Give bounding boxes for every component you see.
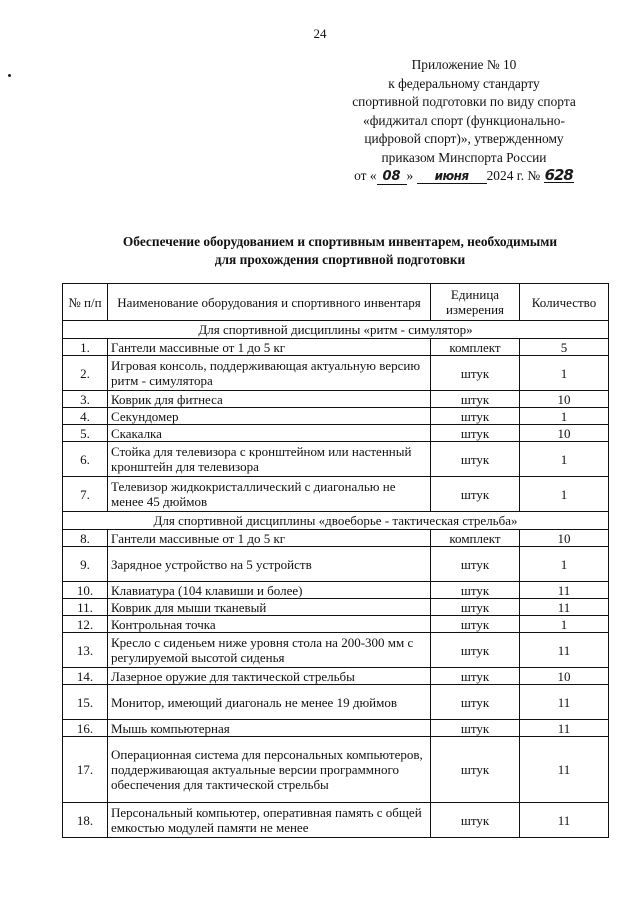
table-row — [63, 599, 609, 616]
table-row — [63, 356, 609, 391]
cell-quantity: 11 — [520, 737, 609, 803]
table-row — [63, 339, 609, 356]
date-mid: » — [406, 168, 414, 183]
cell-quantity: 11 — [520, 599, 609, 616]
cell-name: Клавиатура (104 клавиши и более) — [108, 582, 431, 599]
cell-unit: штук — [431, 633, 520, 668]
cell-unit: штук — [431, 803, 520, 838]
cell-name: Лазерное оружие для тактической стрельбы — [108, 668, 431, 685]
cell-quantity: 1 — [520, 408, 609, 425]
header-unit: Единица измерения — [431, 284, 520, 321]
cell-name: Игровая консоль, поддерживающая актуальную версию ритм - симулятора — [108, 356, 431, 391]
cell-quantity: 1 — [520, 547, 609, 582]
cell-quantity: 11 — [520, 803, 609, 838]
table-row — [63, 408, 609, 425]
inventory-table — [62, 283, 609, 838]
table-row — [63, 477, 609, 512]
handwritten-month: июня — [417, 169, 487, 184]
appendix-line: «фиджитал спорт (функционально- — [363, 112, 565, 128]
cell-unit: штук — [431, 616, 520, 633]
cell-unit: штук — [431, 720, 520, 737]
table-body — [63, 321, 609, 838]
cell-number: 8. — [63, 530, 108, 547]
cell-number: 15. — [63, 685, 108, 720]
cell-quantity: 10 — [520, 391, 609, 408]
table-row — [63, 442, 609, 477]
title-line: Обеспечение оборудованием и спортивным инвентарем, необходимыми — [122, 234, 558, 249]
handwritten-day: 08 — [377, 170, 407, 185]
cell-unit: комплект — [431, 530, 520, 547]
appendix-date-line — [330, 167, 598, 186]
date-prefix: от « — [354, 168, 377, 183]
cell-number: 14. — [63, 668, 108, 685]
section-row — [63, 321, 609, 339]
cell-name: Контрольная точка — [108, 616, 431, 633]
cell-name: Коврик для мыши тканевый — [108, 599, 431, 616]
cell-quantity: 1 — [520, 442, 609, 477]
cell-number: 16. — [63, 720, 108, 737]
table-row — [63, 530, 609, 547]
cell-number: 18. — [63, 803, 108, 838]
cell-quantity: 1 — [520, 616, 609, 633]
cell-number: 9. — [63, 547, 108, 582]
cell-number: 13. — [63, 633, 108, 668]
table-row — [63, 720, 609, 737]
cell-number: 7. — [63, 477, 108, 512]
cell-name: Секундомер — [108, 408, 431, 425]
cell-quantity: 10 — [520, 425, 609, 442]
cell-name: Монитор, имеющий диагональ не менее 19 дюймов — [108, 685, 431, 720]
header-qty: Количество — [520, 284, 609, 321]
table-row — [63, 391, 609, 408]
cell-unit: штук — [431, 599, 520, 616]
cell-unit: штук — [431, 668, 520, 685]
cell-quantity: 1 — [520, 477, 609, 512]
section-title: Для спортивной дисциплины «ритм - симулятор» — [63, 321, 609, 339]
cell-name: Зарядное устройство на 5 устройств — [108, 547, 431, 582]
table-row — [63, 668, 609, 685]
appendix-line: цифровой спорт)», утвержденному — [364, 131, 564, 146]
header-num: № п/п — [63, 284, 108, 321]
cell-unit: штук — [431, 425, 520, 442]
cell-quantity: 11 — [520, 720, 609, 737]
document-title — [60, 233, 620, 268]
cell-number: 3. — [63, 391, 108, 408]
title-line: для прохождения спортивной подготовки — [214, 251, 466, 267]
table-row — [63, 803, 609, 838]
appendix-line: спортивной подготовки по виду спорта — [352, 94, 576, 109]
cell-name: Коврик для фитнеса — [108, 391, 431, 408]
appendix-line: к федеральному стандарту — [388, 75, 540, 91]
table-row — [63, 582, 609, 599]
cell-unit: штук — [431, 685, 520, 720]
cell-number: 5. — [63, 425, 108, 442]
cell-number: 4. — [63, 408, 108, 425]
appendix-line: приказом Минспорта России — [381, 149, 547, 165]
page-number: 24 — [313, 26, 327, 41]
cell-unit: штук — [431, 737, 520, 803]
cell-unit: штук — [431, 408, 520, 425]
cell-unit: комплект — [431, 339, 520, 356]
cell-quantity: 11 — [520, 685, 609, 720]
cell-number: 11. — [63, 599, 108, 616]
appendix-block — [330, 56, 598, 186]
table-row — [63, 616, 609, 633]
table-row — [63, 425, 609, 442]
table-row — [63, 737, 609, 803]
appendix-line: Приложение № 10 — [411, 57, 517, 72]
cell-name: Гантели массивные от 1 до 5 кг — [108, 339, 431, 356]
section-title: Для спортивной дисциплины «двоеборье - тактическая стрельба» — [63, 512, 609, 530]
table-row — [63, 547, 609, 582]
cell-quantity: 5 — [520, 339, 609, 356]
table-row — [63, 685, 609, 720]
table-header-row — [63, 284, 609, 321]
cell-number: 2. — [63, 356, 108, 391]
cell-number: 17. — [63, 737, 108, 803]
cell-name: Стойка для телевизора с кронштейном или настенный кронштейн для телевизора — [108, 442, 431, 477]
cell-quantity: 10 — [520, 530, 609, 547]
cell-number: 6. — [63, 442, 108, 477]
cell-name: Скакалка — [108, 425, 431, 442]
cell-unit: штук — [431, 356, 520, 391]
cell-number: 10. — [63, 582, 108, 599]
header-name: Наименование оборудования и спортивного инвентаря — [108, 284, 431, 321]
section-row — [63, 512, 609, 530]
date-year: 2024 г. № — [486, 168, 541, 183]
cell-quantity: 10 — [520, 668, 609, 685]
cell-name: Мышь компьютерная — [108, 720, 431, 737]
cell-number: 12. — [63, 616, 108, 633]
cell-quantity: 11 — [520, 633, 609, 668]
cell-quantity: 1 — [520, 356, 609, 391]
cell-unit: штук — [431, 582, 520, 599]
cell-unit: штук — [431, 477, 520, 512]
handwritten-order-number: 628 — [544, 166, 573, 184]
cell-name: Телевизор жидкокристаллический с диагональю не менее 45 дюймов — [108, 477, 431, 512]
table-row — [63, 633, 609, 668]
scan-dot — [8, 74, 11, 77]
cell-name: Гантели массивные от 1 до 5 кг — [108, 530, 431, 547]
cell-name: Персональный компьютер, оперативная память с общей емкостью модулей памяти не менее — [108, 803, 431, 838]
cell-unit: штук — [431, 547, 520, 582]
cell-name: Операционная система для персональных компьютеров, поддерживающая актуальные версии программного обеспечения для тактической стрельбы — [108, 737, 431, 803]
cell-name: Кресло с сиденьем ниже уровня стола на 200-300 мм с регулируемой высотой сиденья — [108, 633, 431, 668]
cell-unit: штук — [431, 391, 520, 408]
cell-unit: штук — [431, 442, 520, 477]
cell-quantity: 11 — [520, 582, 609, 599]
cell-number: 1. — [63, 339, 108, 356]
